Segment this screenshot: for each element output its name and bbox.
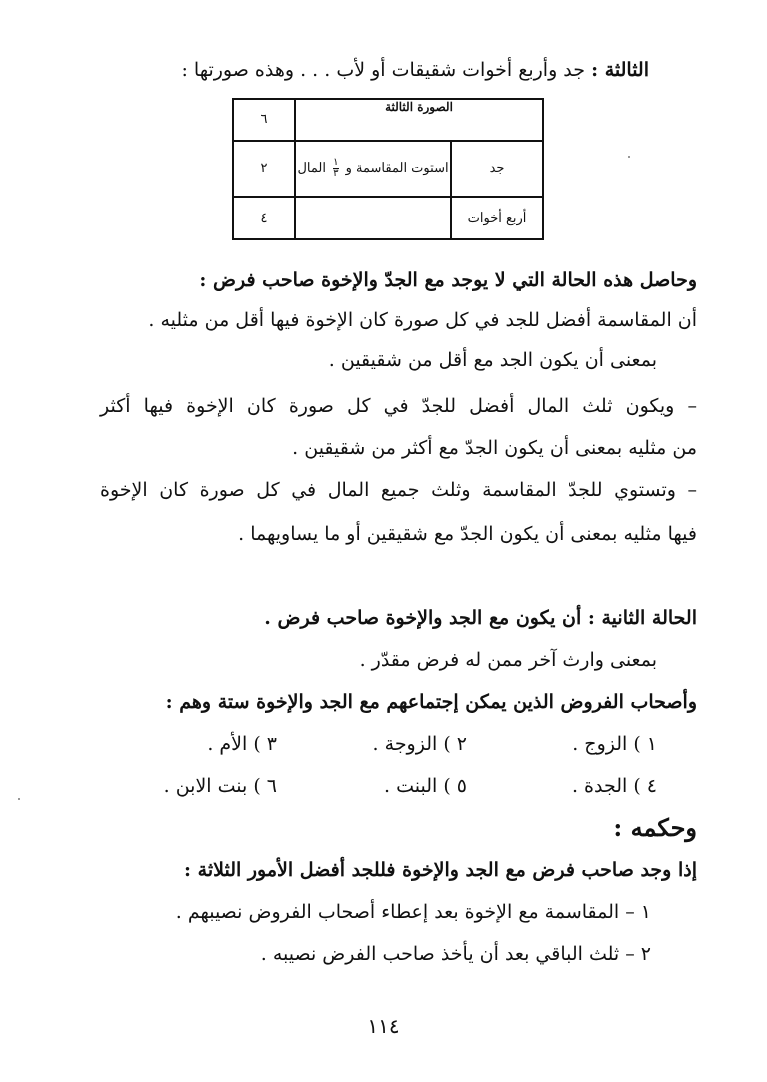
fraction-one-third — [333, 158, 338, 179]
table-heir: أربع أخوات — [451, 197, 543, 239]
table-method — [295, 141, 451, 197]
owner-item: ٤ ) الجدة . — [571, 775, 657, 797]
ruling-item-2: ٢ – ثلث الباقي بعد أن يأخذ صاحب الفرض نصيبه . — [260, 943, 651, 965]
intro-label: الثالثة : — [591, 59, 649, 81]
summary-line-2: بمعنى أن يكون الجد مع أقل من شقيقين . — [328, 349, 657, 371]
owner-item: ٢ ) الزوجة . — [372, 733, 467, 755]
fraction-denominator: ٣ — [333, 168, 339, 180]
owners-heading: وأصحاب الفروض الذين يمكن إجتماعهم مع الجد والإخوة ستة وهم : — [165, 691, 697, 713]
table-method — [295, 197, 451, 239]
ruling-intro: إذا وجد صاحب فرض مع الجد والإخوة فللجد أفضل الأمور الثلاثة : — [184, 859, 697, 881]
table-total: ٦ — [233, 99, 295, 141]
scan-speck — [628, 156, 630, 158]
summary-line-3: – ويكون ثلث المال أفضل للجدّ في كل صورة كان الإخوة فيها أكثر — [100, 395, 697, 417]
table-share: ٤ — [233, 197, 295, 239]
intro-text: جد وأربع أخوات شقيقات أو لأب . . . وهذه صورتها : — [181, 59, 586, 81]
method-after: المال — [297, 161, 326, 177]
table-caption-cell — [295, 99, 543, 141]
summary-line-1: أن المقاسمة أفضل للجد في كل صورة كان الإخوة فيها أقل من مثليه . — [148, 309, 697, 331]
table-row — [233, 141, 543, 197]
owner-item: ٦ ) بنت الابن . — [163, 775, 277, 797]
table-heir: جد — [451, 141, 543, 197]
scan-speck — [18, 798, 20, 800]
summary-heading: وحاصل هذه الحالة التي لا يوجد مع الجدّ والإخوة صاحب فرض : — [199, 269, 697, 291]
table-caption: الصورة الثالثة — [385, 99, 453, 114]
inheritance-table — [232, 98, 544, 240]
table-row — [233, 99, 543, 141]
summary-line-4: من مثليه بمعنى أن يكون الجدّ مع أكثر من شقيقين . — [292, 437, 697, 459]
case-two-heading: الحالة الثانية : أن يكون مع الجد والإخوة صاحب فرض . — [264, 607, 697, 629]
owner-item: ١ ) الزوج . — [572, 733, 657, 755]
method-before: استوت المقاسمة و — [345, 161, 449, 177]
page-number: ١١٤ — [367, 1014, 400, 1038]
fraction-numerator: ١ — [333, 157, 339, 169]
summary-line-5: – وتستوي للجدّ المقاسمة وثلث جميع المال في كل صورة كان الإخوة — [100, 479, 697, 501]
table-row — [233, 197, 543, 239]
case-two-meaning: بمعنى وارث آخر ممن له فرض مقدّر . — [359, 649, 657, 671]
intro-line — [181, 56, 649, 84]
ruling-item-1: ١ – المقاسمة مع الإخوة بعد إعطاء أصحاب الفروض نصيبهم . — [175, 901, 651, 923]
summary-line-6: فيها مثليه بمعنى أن يكون الجدّ مع شقيقين أو ما يساويهما . — [238, 523, 697, 545]
ruling-heading: وحكمه : — [613, 813, 697, 842]
table-share: ٢ — [233, 141, 295, 197]
owner-item: ٥ ) البنت . — [384, 775, 467, 797]
owner-item: ٣ ) الأم . — [207, 733, 277, 755]
